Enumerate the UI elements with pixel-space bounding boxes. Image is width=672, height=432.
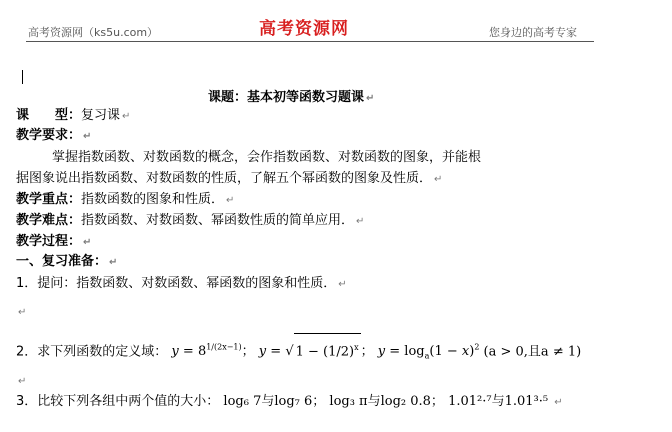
requirements-line1: 掌握指数函数、对数函数的概念，会作指数函数、对数函数的图象，并能根 (52, 150, 482, 165)
course-type-line: 课 型：复习课 ↵ (16, 108, 131, 123)
blank-line-1: ↵ (18, 307, 27, 318)
blank-line-2: ↵ (18, 376, 27, 387)
formula-log: $y = \log_a(1 - x)^2$ (377, 343, 480, 361)
formula-sqrt: y = √ $1 - (1/2)^x$ ； (259, 344, 374, 359)
key-points-line: 教学重点：指数函数的图象和性质． ↵ (16, 192, 235, 207)
difficulties-line: 教学难点：指数函数、对数函数、幂函数性质的简单应用． ↵ (16, 213, 365, 228)
lesson-title: 课题：基本初等函数习题课 ↵ (208, 90, 375, 105)
section1-heading: 一、复习准备： ↵ (16, 254, 118, 269)
item1-line: 1．提问：指数函数、对数函数、幂函数的图象和性质． ↵ (16, 276, 347, 291)
requirements-label: 教学要求： ↵ (16, 128, 92, 143)
header-logo: 高考资源网 (259, 19, 349, 39)
header-source: 高考资源网（ks5u.com） (28, 26, 159, 39)
header-slogan: 您身边的高考专家 (489, 26, 577, 39)
requirements-line2: 据图象说出指数函数、对数函数的性质，了解五个幂函数的图象及性质． ↵ (16, 171, 443, 186)
process-label: 教学过程： ↵ (16, 234, 92, 249)
formula-exp: $y = 8^{1/(2x-1)}$； (171, 343, 255, 360)
item3-line: 3．比较下列各组中两个值的大小： log₆ 7与log₇ 6； log₃ π与log₂ 0.8； 1.01²·⁷与1.01³·⁵ ↵ (16, 394, 563, 409)
item2-line: 2．求下列函数的定义域： $y = 8^{1/(2x-1)}$； y = √ $1 - (1/2)^x$ ； $y = \log_a(1 - x)^2$ (a > 0,且a ≠ 1) (16, 333, 581, 371)
